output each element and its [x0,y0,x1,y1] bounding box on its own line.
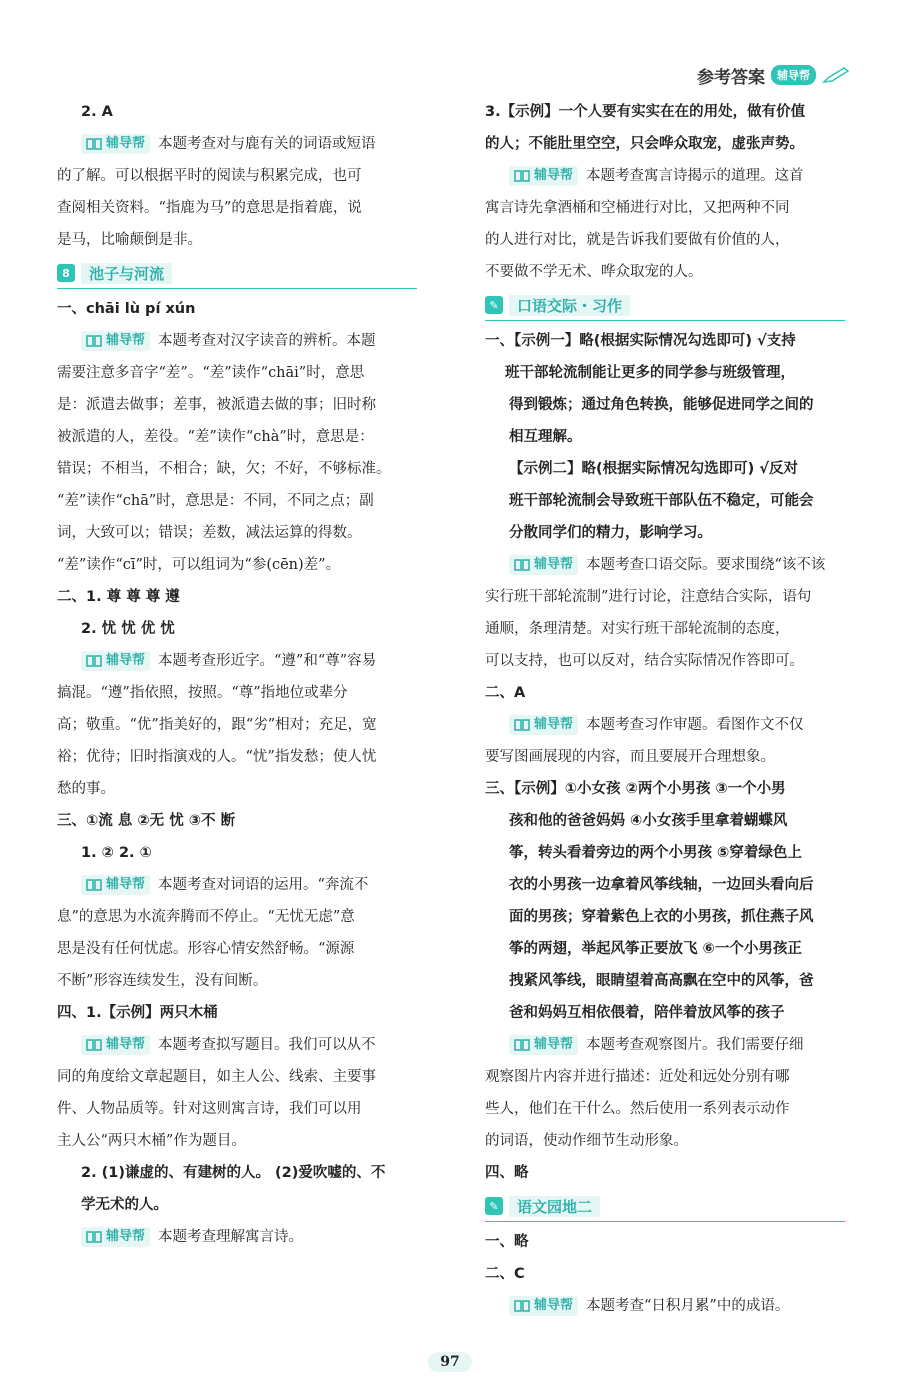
explanation-text: 本题考查理解寓言诗。 [158,1229,304,1245]
text-line: 搞混。“遵”指依照，按照。“尊”指地位或辈分 [57,685,348,701]
header-title: 参考答案 [697,67,765,88]
text-line: 是马，比喻颠倒是非。 [57,232,202,248]
section-heading [57,258,417,289]
explanation-line [57,1221,417,1253]
help-label: 辅导帮 [534,1298,574,1313]
help-label: 辅导帮 [534,168,574,183]
book-icon [86,1231,102,1243]
header-badge: 辅导帮 [771,65,816,85]
answer-line: 1. ② 2. ① [81,845,152,861]
explanation-line [485,549,845,581]
explanation-line [57,128,417,160]
answer-line: 2. (1)谦虚的、有建树的人。 (2)爱吹嘘的、不 [81,1165,386,1181]
section-number-icon: ✎ [485,1197,503,1215]
explanation-text: 本题考查观察图片。我们需要仔细 [586,1037,804,1053]
help-label: 辅导帮 [106,877,146,892]
book-icon [86,1039,102,1051]
help-tag [509,555,578,575]
help-label: 辅导帮 [106,1229,146,1244]
section-heading [485,290,845,321]
text-line: 实行班干部轮流制”进行讨论，注意结合实际，语句 [485,589,812,605]
text-line: 息”的意思为水流奔腾而不停止。“无忧无虑”意 [57,909,355,925]
answer-line: 二、1. 尊 尊 尊 遵 [57,589,180,605]
help-label: 辅导帮 [106,653,146,668]
text-line: 观察图片内容并进行描述：近处和远处分别有哪 [485,1069,790,1085]
section-title: 口语交际・习作 [509,295,630,316]
text-line: 思是没有任何忧虑。形容心情安然舒畅。“源源 [57,941,355,957]
explanation-text: 本题考查对与鹿有关的词语或短语 [158,136,376,152]
answer-line: 一、chāi lù pí xún [57,301,196,317]
answer-line: 四、略 [485,1165,529,1181]
answer-line: 的人；不能肚里空空，只会哗众取宠，虚张声势。 [485,136,804,152]
explanation-text: 本题考查对汉字读音的辨析。本题 [158,333,376,349]
text-line: 可以支持，也可以反对，结合实际情况作答即可。 [485,653,804,669]
answer-line: 面的男孩；穿着紫色上衣的小男孩，抓住燕子风 [509,909,814,925]
explanation-line [57,645,417,677]
answer-line: 一、【示例一】略(根据实际情况勾选即可) √支持 [485,333,796,349]
pencil-icon [822,66,850,84]
explanation-line [485,1290,845,1322]
book-icon [514,559,530,571]
help-label: 辅导帮 [534,557,574,572]
explanation-text: 本题考查对词语的运用。“奔流不 [158,877,369,893]
answer-line: 筝，转头看着旁边的两个小男孩 ⑤穿着绿色上 [509,845,802,861]
answer-line: 2. 忧 忧 优 忧 [81,621,175,637]
text-line: 被派遣的人，差役。“差”读作“chà”时，意思是： [57,429,374,445]
answer-line: 爸和妈妈互相依偎着，陪伴着放风筝的孩子 [509,1005,785,1021]
text-line: 是：派遣去做事；差事，被派遣去做的事；旧时称 [57,397,376,413]
explanation-text: 本题考查形近字。“遵”和“尊”容易 [158,653,377,669]
explanation-text: 本题考查拟写题目。我们可以从不 [158,1037,376,1053]
text-line: 不要做不学无术、哗众取宠的人。 [485,264,703,280]
left-column [57,96,417,1253]
help-tag [81,331,150,351]
page-number: 97 [428,1352,471,1372]
answer-line: 衣的小男孩一边拿着风筝线轴，一边回头看向后 [509,877,814,893]
text-line: 主人公“两只木桶”作为题目。 [57,1133,246,1149]
answer-line: 一、略 [485,1234,529,1250]
help-tag [509,166,578,186]
answer-line: 相互理解。 [509,429,582,445]
answer-line: 分散同学们的精力，影响学习。 [509,525,712,541]
explanation-line [57,325,417,357]
answer-line: 拽紧风筝线，眼睛望着高高飘在空中的风筝，爸 [509,973,814,989]
help-tag [81,1035,150,1055]
help-tag [81,1227,150,1247]
answer-line: 【示例二】略(根据实际情况勾选即可) √反对 [509,461,798,477]
section-title: 语文园地二 [509,1196,600,1217]
answer-line: 三、【示例】①小女孩 ②两个小男孩 ③一个小男 [485,781,786,797]
book-icon [514,1039,530,1051]
help-tag [509,715,578,735]
answer-line: 班干部轮流制会导致班干部队伍不稳定，可能会 [509,493,814,509]
text-line: 查阅相关资料。“指鹿为马”的意思是指着鹿，说 [57,200,362,216]
answer-line: 班干部轮流制能让更多的同学参与班级管理， [505,365,795,381]
section-title: 池子与河流 [81,263,172,284]
book-icon [86,138,102,150]
text-line: 些人，他们在干什么。然后使用一系列表示动作 [485,1101,790,1117]
text-line: 不断”形容连续发生，没有间断。 [57,973,268,989]
text-line: 的人进行对比，就是告诉我们要做有价值的人， [485,232,790,248]
page-footer [0,1351,900,1372]
text-line: 需要注意多音字“差”。“差”读作“chāi”时，意思 [57,365,365,381]
help-tag [81,134,150,154]
help-label: 辅导帮 [106,136,146,151]
text-line: 寓言诗先拿酒桶和空桶进行对比，又把两种不同 [485,200,790,216]
text-line: 错误；不相当，不相合；缺，欠；不好，不够标准。 [57,461,391,477]
text-line: “差”读作“cī”时，可以组词为“参(cēn)差”。 [57,557,341,573]
book-icon [86,335,102,347]
answer-line: 3.【示例】一个人要有实实在在的用处，做有价值 [485,104,806,120]
answer-line: 得到锻炼；通过角色转换，能够促进同学之间的 [509,397,814,413]
answer-line: 学无术的人。 [81,1197,168,1213]
explanation-line [485,160,845,192]
text-line: 高；敬重。“优”指美好的，跟“劣”相对；充足，宽 [57,717,377,733]
help-label: 辅导帮 [534,717,574,732]
page-header [697,62,850,88]
book-icon [86,879,102,891]
answer-line: 二、A [485,685,526,701]
book-icon [514,1300,530,1312]
text-line: 的词语，使动作细节生动形象。 [485,1133,688,1149]
help-tag [81,651,150,671]
book-icon [514,170,530,182]
help-label: 辅导帮 [534,1037,574,1052]
answer-line: 2. A [81,104,113,120]
explanation-text: 本题考查“日积月累”中的成语。 [586,1298,790,1314]
text-line: 裕；优待；旧时指演戏的人。“忧”指发愁；使人忧 [57,749,377,765]
help-tag [509,1296,578,1316]
help-label: 辅导帮 [106,333,146,348]
help-tag [81,875,150,895]
text-line: 要写图画展现的内容，而且要展开合理想象。 [485,749,775,765]
text-line: 愁的事。 [57,781,115,797]
answer-line: 二、C [485,1266,525,1282]
text-line: 词，大致可以；错误；差数，减法运算的得数。 [57,525,362,541]
book-icon [86,655,102,667]
section-number-icon: ✎ [485,296,503,314]
explanation-line [57,1029,417,1061]
explanation-text: 本题考查寓言诗揭示的道理。这首 [586,168,804,184]
answer-line: 孩和他的爸爸妈妈 ④小女孩手里拿着蝴蝶风 [509,813,788,829]
explanation-text: 本题考查口语交际。要求围绕“该不该 [586,557,826,573]
explanation-line [485,1029,845,1061]
answer-line: 四、1.【示例】两只木桶 [57,1005,218,1021]
explanation-line [57,869,417,901]
help-tag [509,1035,578,1055]
text-line: 通顺，条理清楚。对实行班干部轮流制的态度， [485,621,790,637]
answer-line: 筝的两翅，举起风筝正要放飞 ⑥一个小男孩正 [509,941,802,957]
section-number-icon: 8 [57,264,75,282]
text-line: 件、人物品质等。针对这则寓言诗，我们可以用 [57,1101,362,1117]
help-label: 辅导帮 [106,1037,146,1052]
text-line: “差”读作“chā”时，意思是：不同，不同之点；副 [57,493,374,509]
right-column [485,96,845,1322]
text-line: 的了解。可以根据平时的阅读与积累完成，也可 [57,168,362,184]
explanation-text: 本题考查习作审题。看图作文不仅 [586,717,804,733]
text-line: 同的角度给文章起题目，如主人公、线索、主要事 [57,1069,376,1085]
section-heading [485,1191,845,1222]
book-icon [514,719,530,731]
explanation-line [485,709,845,741]
answer-line: 三、①流 息 ②无 忧 ③不 断 [57,813,236,829]
